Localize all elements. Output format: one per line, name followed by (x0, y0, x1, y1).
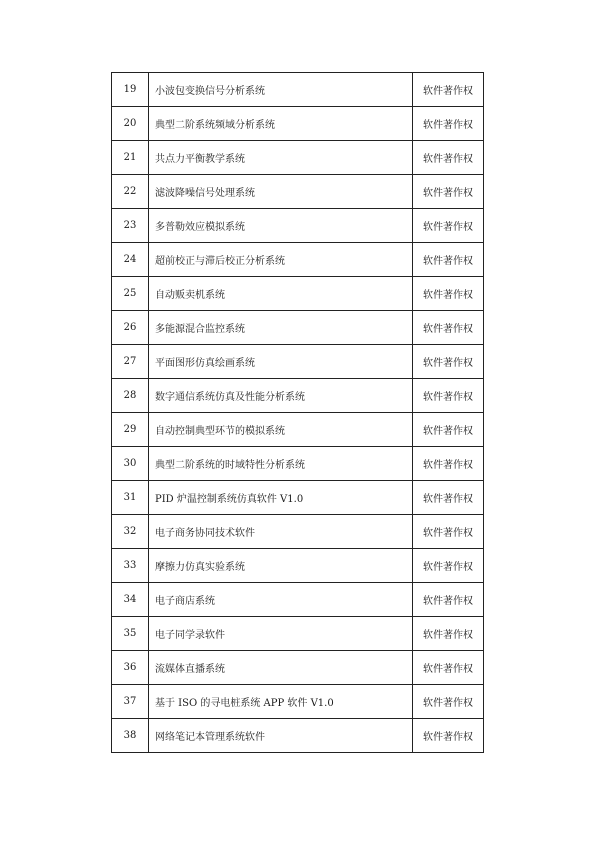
row-number: 31 (112, 481, 149, 515)
table-row (112, 345, 484, 379)
table-row (112, 141, 484, 175)
ip-type: 软件著作权 (413, 175, 484, 209)
software-name: 共点力平衡教学系统 (149, 141, 413, 175)
software-name: 电子商务协同技术软件 (149, 515, 413, 549)
ip-type: 软件著作权 (413, 209, 484, 243)
ip-type: 软件著作权 (413, 549, 484, 583)
ip-type: 软件著作权 (413, 277, 484, 311)
row-number: 20 (112, 107, 149, 141)
ip-type: 软件著作权 (413, 447, 484, 481)
row-number: 25 (112, 277, 149, 311)
row-number: 28 (112, 379, 149, 413)
row-number: 32 (112, 515, 149, 549)
table-row (112, 311, 484, 345)
table-row (112, 277, 484, 311)
row-number: 22 (112, 175, 149, 209)
ip-type: 软件著作权 (413, 243, 484, 277)
table-row (112, 549, 484, 583)
software-name: 电子同学录软件 (149, 617, 413, 651)
ip-type: 软件著作权 (413, 379, 484, 413)
ip-type: 软件著作权 (413, 413, 484, 447)
row-number: 34 (112, 583, 149, 617)
table-row (112, 243, 484, 277)
table-row (112, 617, 484, 651)
software-name: 超前校正与滞后校正分析系统 (149, 243, 413, 277)
software-name: PID 炉温控制系统仿真软件 V1.0 (149, 481, 413, 515)
row-number: 36 (112, 651, 149, 685)
ip-type: 软件著作权 (413, 583, 484, 617)
row-number: 30 (112, 447, 149, 481)
row-number: 27 (112, 345, 149, 379)
row-number: 33 (112, 549, 149, 583)
software-copyright-table (111, 72, 484, 753)
ip-type: 软件著作权 (413, 515, 484, 549)
ip-type: 软件著作权 (413, 345, 484, 379)
row-number: 26 (112, 311, 149, 345)
ip-type: 软件著作权 (413, 481, 484, 515)
row-number: 24 (112, 243, 149, 277)
software-name: 多普勒效应模拟系统 (149, 209, 413, 243)
ip-type: 软件著作权 (413, 685, 484, 719)
software-name: 自动贩卖机系统 (149, 277, 413, 311)
table-row (112, 447, 484, 481)
software-name: 流媒体直播系统 (149, 651, 413, 685)
table-body (112, 73, 484, 753)
software-name: 基于 ISO 的寻电桩系统 APP 软件 V1.0 (149, 685, 413, 719)
software-name: 电子商店系统 (149, 583, 413, 617)
table-row (112, 73, 484, 107)
software-name: 多能源混合监控系统 (149, 311, 413, 345)
table-row (112, 209, 484, 243)
table-row (112, 583, 484, 617)
software-name: 典型二阶系统的时域特性分析系统 (149, 447, 413, 481)
table-row (112, 651, 484, 685)
table-row (112, 685, 484, 719)
row-number: 37 (112, 685, 149, 719)
software-name: 网络笔记本管理系统软件 (149, 719, 413, 753)
ip-type: 软件著作权 (413, 107, 484, 141)
table-row (112, 175, 484, 209)
ip-type: 软件著作权 (413, 719, 484, 753)
ip-type: 软件著作权 (413, 617, 484, 651)
table-row (112, 107, 484, 141)
table-row (112, 379, 484, 413)
row-number: 19 (112, 73, 149, 107)
row-number: 23 (112, 209, 149, 243)
software-name: 平面图形仿真绘画系统 (149, 345, 413, 379)
row-number: 21 (112, 141, 149, 175)
table-row (112, 515, 484, 549)
row-number: 29 (112, 413, 149, 447)
ip-type: 软件著作权 (413, 651, 484, 685)
row-number: 35 (112, 617, 149, 651)
software-name: 滤波降噪信号处理系统 (149, 175, 413, 209)
table-row (112, 413, 484, 447)
table-row (112, 481, 484, 515)
software-name: 典型二阶系统频域分析系统 (149, 107, 413, 141)
ip-type: 软件著作权 (413, 73, 484, 107)
software-name: 自动控制典型环节的模拟系统 (149, 413, 413, 447)
software-name: 摩擦力仿真实验系统 (149, 549, 413, 583)
table-row (112, 719, 484, 753)
ip-type: 软件著作权 (413, 311, 484, 345)
software-name: 小波包变换信号分析系统 (149, 73, 413, 107)
row-number: 38 (112, 719, 149, 753)
ip-type: 软件著作权 (413, 141, 484, 175)
software-name: 数字通信系统仿真及性能分析系统 (149, 379, 413, 413)
